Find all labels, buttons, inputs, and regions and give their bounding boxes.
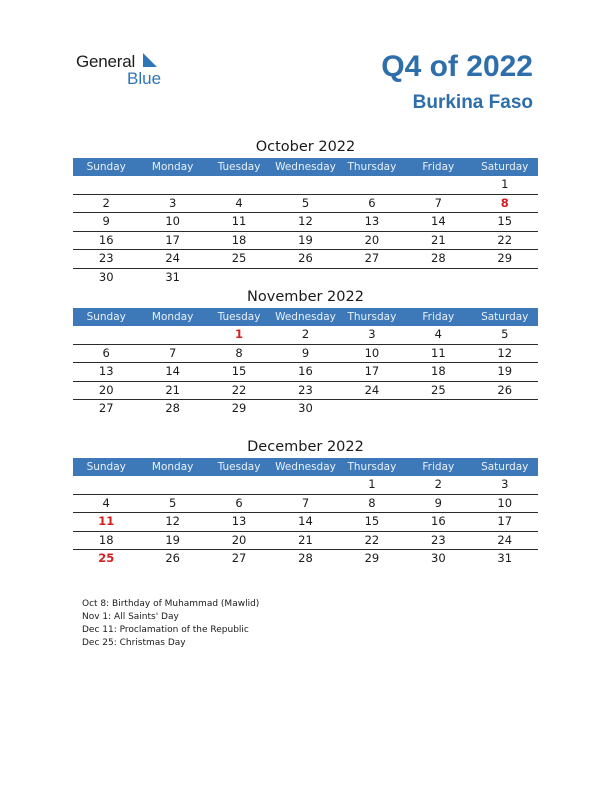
- weekday-label: Wednesday: [275, 311, 336, 323]
- week-row: [73, 550, 538, 568]
- day-cell: 13: [98, 364, 114, 378]
- weekday-label: Tuesday: [217, 311, 261, 323]
- weekday-label: Tuesday: [217, 161, 261, 173]
- day-cell: 27: [364, 251, 380, 265]
- weekday-label: Friday: [422, 161, 455, 173]
- day-cell: 26: [165, 551, 180, 565]
- day-cell: 14: [431, 214, 446, 228]
- day-cell: 27: [231, 551, 247, 565]
- weekday-label: Monday: [151, 461, 194, 473]
- week-row: [73, 326, 538, 345]
- month-december: [73, 436, 538, 568]
- week-row: [73, 495, 538, 514]
- day-cell: 17: [497, 514, 513, 528]
- day-cell: 18: [431, 364, 446, 378]
- day-cell: 25: [231, 251, 247, 265]
- day-cell: 22: [497, 232, 513, 247]
- day-cell: 14: [298, 514, 313, 528]
- day-cell: [139, 176, 205, 194]
- day-cell: [339, 269, 405, 287]
- day-cell: 9: [102, 214, 110, 228]
- week-row: [73, 250, 538, 269]
- day-cell: 15: [497, 214, 513, 228]
- day-cell: 12: [497, 345, 513, 360]
- day-cell: 12: [165, 514, 180, 528]
- day-cell: 31: [497, 551, 513, 565]
- weekday-header: [73, 308, 538, 326]
- week-row: [73, 232, 538, 251]
- day-cell: 5: [301, 195, 310, 210]
- day-cell: 26: [497, 382, 513, 397]
- day-cell: 23: [431, 532, 446, 547]
- day-cell: 9: [434, 495, 442, 510]
- day-cell: 18: [231, 232, 247, 247]
- week-row: [73, 269, 538, 287]
- weekday-header: [73, 158, 538, 176]
- day-cell: [73, 176, 139, 194]
- day-cell: 13: [231, 514, 247, 528]
- holiday-note: Oct 8: Birthday of Muhammad (Mawlid): [82, 599, 260, 609]
- day-cell: 15: [231, 364, 247, 378]
- day-cell: 6: [235, 495, 243, 510]
- weekday-label: Wednesday: [275, 461, 336, 473]
- page-title: Q4 of 2022: [381, 50, 533, 83]
- day-cell: [339, 400, 405, 418]
- logo: [76, 52, 176, 88]
- day-cell: 20: [98, 382, 114, 397]
- holiday-day-cell: 1: [235, 327, 244, 341]
- logo-blue-text: Blue: [127, 69, 162, 88]
- day-cell: 20: [364, 232, 380, 247]
- country-name: Burkina Faso: [412, 92, 533, 113]
- day-cell: 10: [165, 214, 180, 228]
- day-cell: 15: [364, 514, 380, 528]
- day-cell: 3: [368, 327, 376, 341]
- day-cell: 7: [168, 345, 177, 360]
- month-november: [73, 286, 538, 418]
- day-cell: [73, 326, 139, 344]
- day-cell: 5: [168, 495, 177, 510]
- day-cell: 20: [231, 532, 247, 547]
- week-row: [73, 363, 538, 382]
- day-cell: 7: [301, 495, 310, 510]
- day-cell: 29: [497, 251, 513, 265]
- day-cell: [272, 476, 338, 494]
- weekday-label: Monday: [151, 311, 194, 323]
- day-cell: 8: [368, 495, 376, 510]
- weekday-label: Saturday: [481, 311, 529, 323]
- week-row: [73, 195, 538, 214]
- day-cell: [73, 476, 139, 494]
- day-cell: 29: [231, 401, 247, 415]
- day-cell: [472, 400, 538, 418]
- day-cell: 28: [298, 551, 313, 565]
- day-cell: 16: [431, 514, 446, 528]
- weekday-header: [73, 458, 538, 476]
- day-cell: 26: [298, 251, 313, 265]
- day-cell: [206, 476, 272, 494]
- day-cell: 21: [165, 382, 180, 397]
- day-cell: 3: [168, 195, 177, 210]
- logo-general-text: General: [76, 52, 136, 71]
- week-row: [73, 476, 538, 495]
- day-cell: 21: [431, 232, 446, 247]
- month-october: [73, 136, 538, 286]
- week-row: [73, 382, 538, 401]
- week-row: [73, 176, 538, 195]
- day-cell: [405, 176, 471, 194]
- day-cell: 4: [434, 327, 442, 341]
- week-row: [73, 513, 538, 532]
- day-cell: 30: [431, 551, 446, 565]
- day-cell: [405, 269, 471, 287]
- weekday-label: Sunday: [86, 461, 126, 473]
- day-cell: [472, 269, 538, 287]
- weekday-label: Friday: [422, 461, 455, 473]
- day-cell: 22: [231, 382, 247, 397]
- day-cell: 18: [98, 532, 114, 547]
- day-cell: 28: [165, 401, 180, 415]
- week-row: [73, 345, 538, 364]
- day-cell: 11: [231, 214, 247, 228]
- day-cell: 11: [431, 345, 446, 360]
- weekday-label: Saturday: [481, 461, 529, 473]
- holiday-day-cell: 11: [98, 514, 115, 528]
- weekday-label: Saturday: [481, 161, 529, 173]
- holiday-notes: [82, 598, 259, 650]
- day-cell: 22: [364, 532, 380, 547]
- weekday-label: Thursday: [347, 161, 397, 173]
- weekday-label: Sunday: [86, 161, 126, 173]
- day-cell: 31: [165, 269, 180, 284]
- day-cell: 24: [364, 382, 380, 397]
- weekday-label: Tuesday: [217, 461, 261, 473]
- day-cell: 7: [434, 195, 442, 210]
- day-cell: 10: [364, 345, 380, 360]
- weekday-label: Thursday: [347, 311, 397, 323]
- day-cell: 30: [298, 401, 313, 415]
- day-cell: 16: [98, 232, 114, 247]
- day-cell: 1: [501, 177, 509, 191]
- day-cell: 24: [497, 532, 513, 547]
- day-cell: [405, 400, 471, 418]
- day-cell: 6: [102, 345, 110, 360]
- day-cell: [206, 176, 272, 194]
- day-cell: 12: [298, 214, 313, 228]
- day-cell: 23: [98, 251, 114, 265]
- day-cell: 24: [165, 251, 180, 265]
- day-cell: [206, 269, 272, 287]
- day-cell: 27: [98, 401, 114, 415]
- day-cell: 17: [165, 232, 180, 247]
- holiday-note: Dec 11: Proclamation of the Republic: [82, 625, 249, 635]
- weekday-label: Friday: [422, 311, 455, 323]
- day-cell: 30: [98, 269, 114, 284]
- day-cell: 13: [364, 214, 380, 228]
- day-cell: 28: [431, 251, 446, 265]
- weekday-label: Sunday: [86, 311, 126, 323]
- day-cell: 19: [165, 532, 180, 547]
- day-cell: [272, 269, 338, 287]
- weekday-label: Wednesday: [275, 161, 336, 173]
- day-cell: 2: [434, 477, 442, 491]
- day-cell: 8: [235, 345, 243, 360]
- weekday-label: Thursday: [347, 461, 397, 473]
- day-cell: 23: [298, 382, 313, 397]
- day-cell: 5: [501, 327, 509, 341]
- week-row: [73, 213, 538, 232]
- holiday-day-cell: 25: [98, 551, 115, 565]
- day-cell: 10: [497, 495, 513, 510]
- day-cell: 3: [501, 477, 509, 491]
- weekday-label: Monday: [151, 161, 194, 173]
- month-title: October 2022: [255, 139, 356, 155]
- day-cell: 16: [298, 364, 313, 378]
- day-cell: 17: [364, 364, 380, 378]
- day-cell: 25: [431, 382, 446, 397]
- week-row: [73, 400, 538, 418]
- day-cell: [139, 326, 205, 344]
- day-cell: 19: [497, 364, 513, 378]
- day-cell: [272, 176, 338, 194]
- holiday-note: Nov 1: All Saints' Day: [82, 612, 179, 622]
- day-cell: 2: [102, 195, 110, 210]
- day-cell: 4: [102, 495, 110, 510]
- day-cell: 14: [165, 364, 180, 378]
- week-row: [73, 532, 538, 551]
- day-cell: 4: [235, 195, 243, 210]
- holiday-note: Dec 25: Christmas Day: [82, 638, 186, 648]
- day-cell: 9: [301, 345, 310, 360]
- day-cell: [139, 476, 205, 494]
- day-cell: 29: [364, 551, 380, 565]
- day-cell: 1: [368, 477, 376, 491]
- holiday-day-cell: 8: [500, 195, 509, 210]
- day-cell: 21: [298, 532, 313, 547]
- day-cell: 6: [368, 195, 376, 210]
- day-cell: 2: [301, 327, 310, 341]
- month-title: November 2022: [247, 289, 364, 305]
- logo-triangle-icon: [143, 53, 157, 67]
- day-cell: 19: [298, 232, 313, 247]
- day-cell: [339, 176, 405, 194]
- month-title: December 2022: [247, 439, 364, 455]
